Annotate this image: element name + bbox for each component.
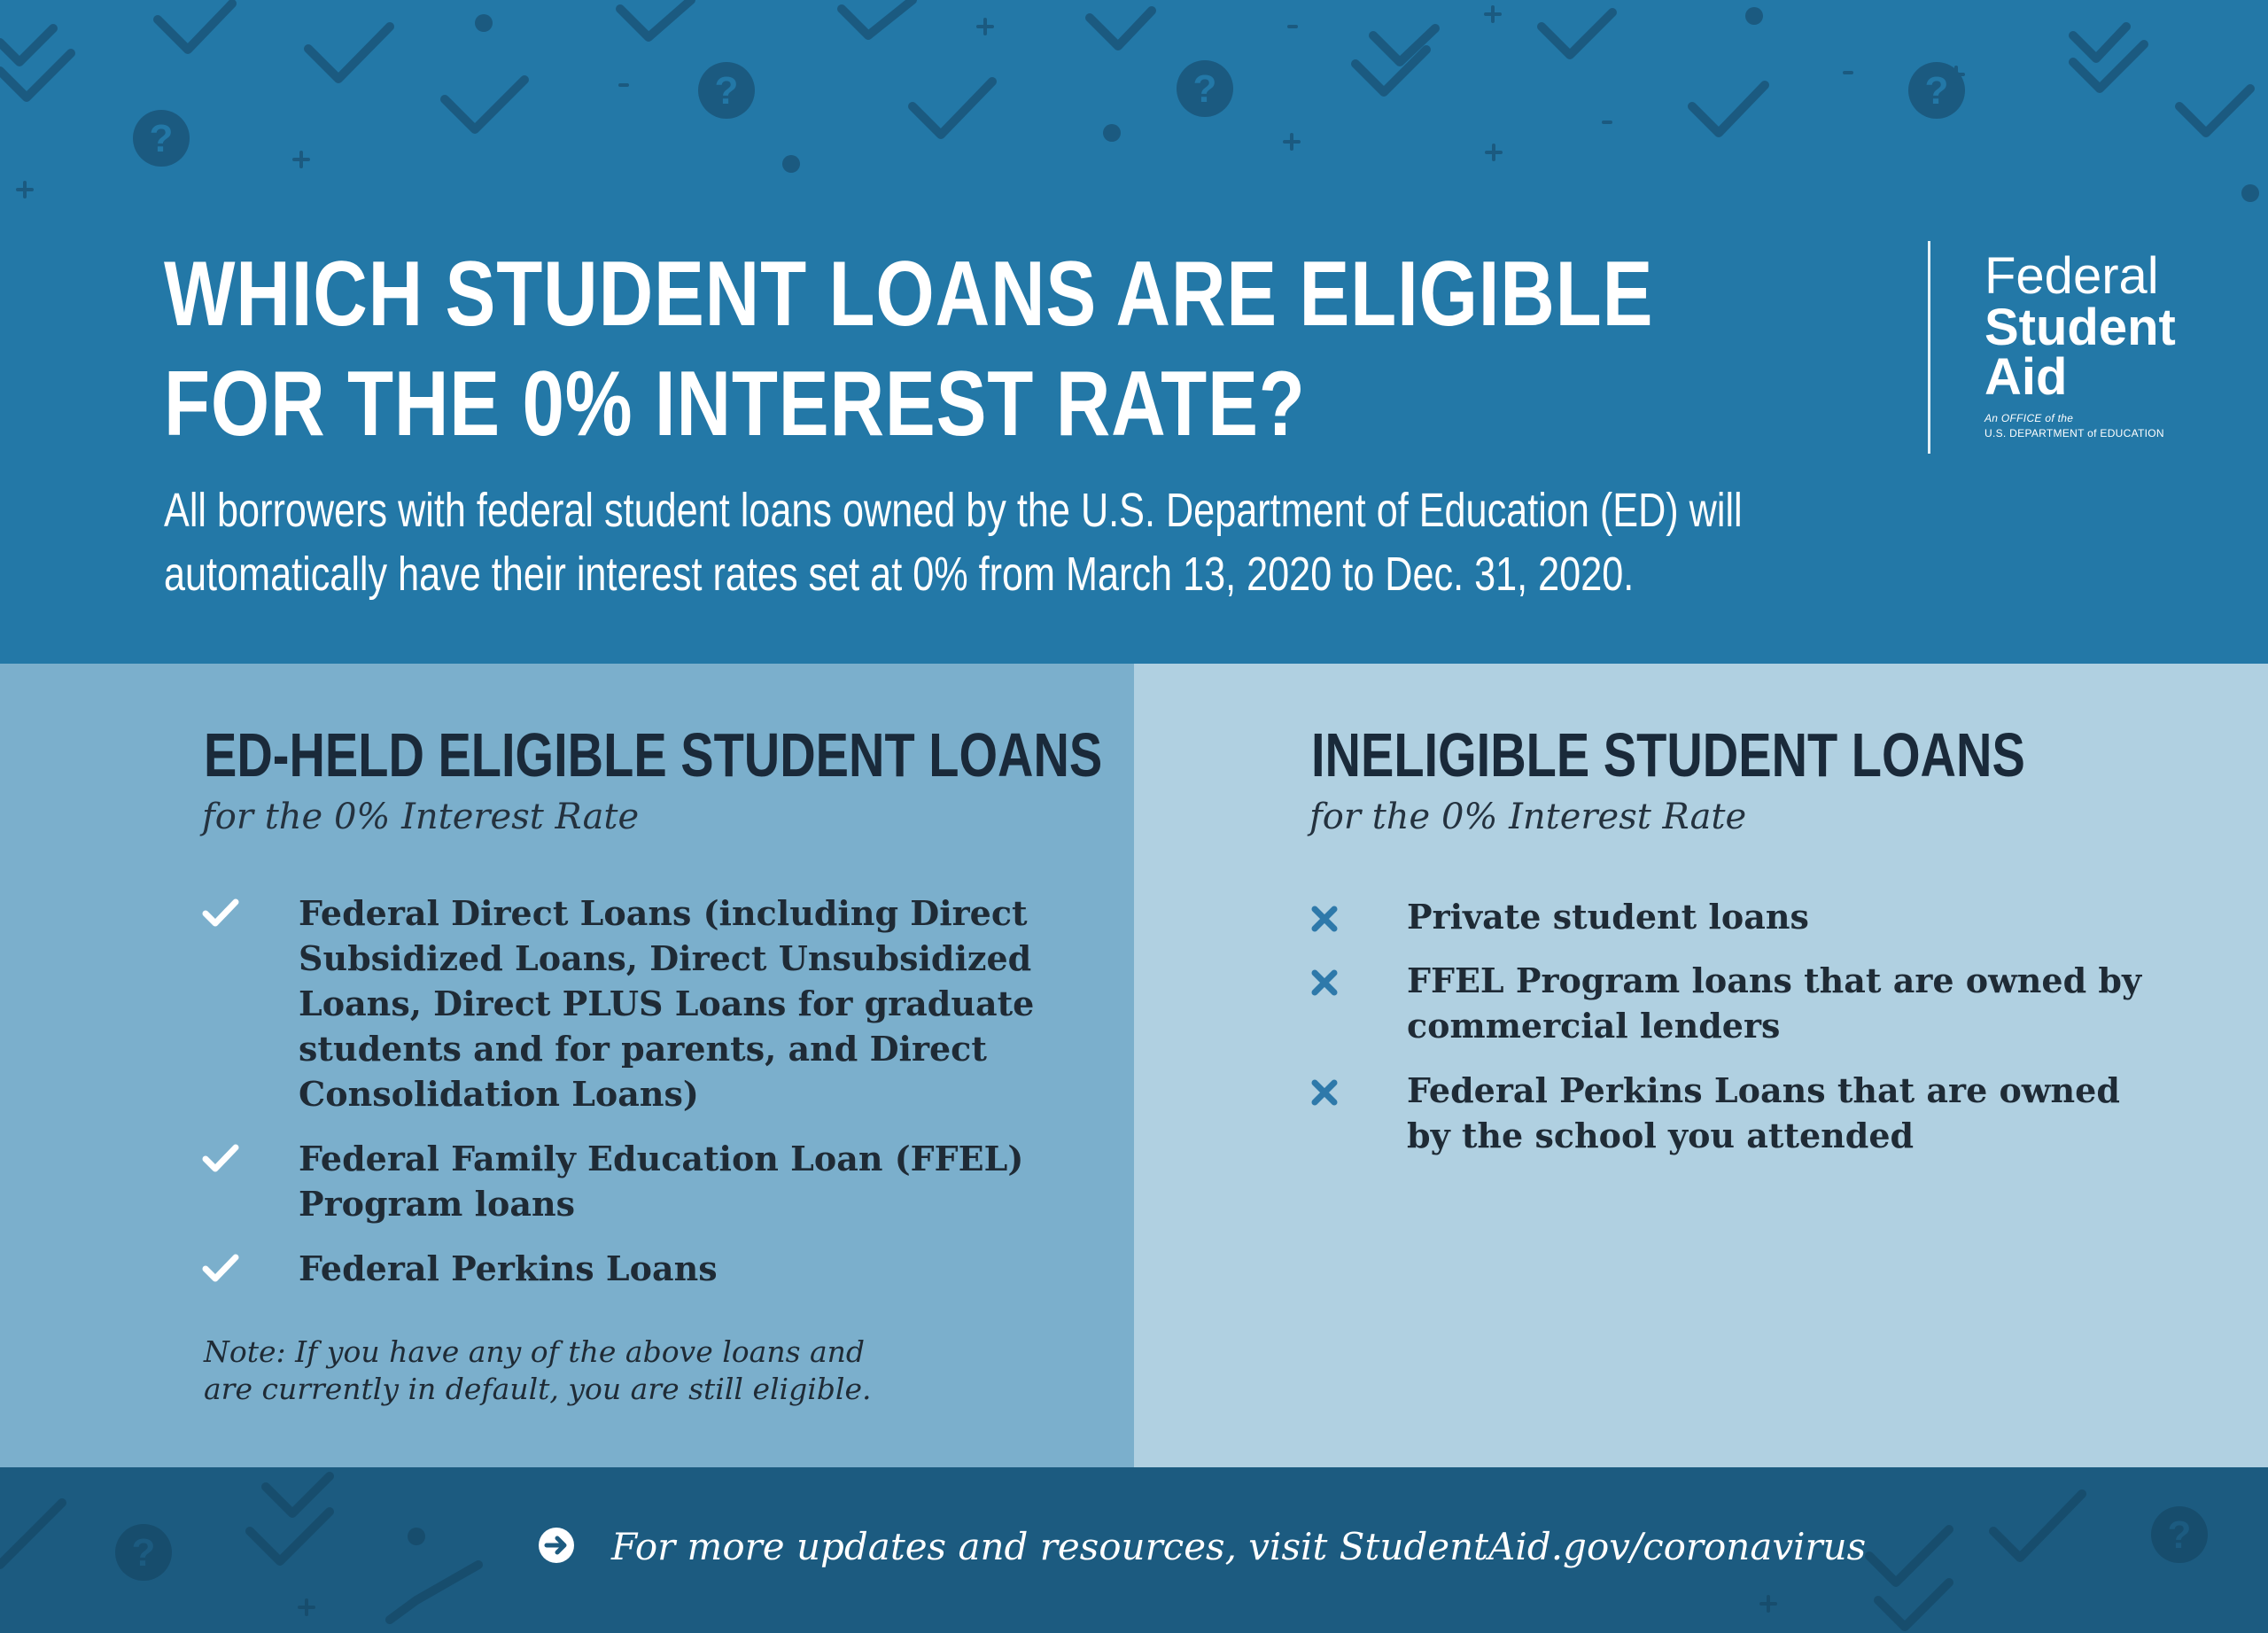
dot-decoration (782, 155, 800, 173)
ineligible-panel-title: INELIGIBLE STUDENT LOANS (1311, 720, 2025, 789)
check-icon (202, 1254, 239, 1288)
check-mark-decoration (250, 1512, 330, 1561)
dot-decoration (1103, 124, 1121, 142)
logo-tagline-2: U.S. DEPARTMENT of EDUCATION (1984, 427, 2164, 439)
item-line: Federal Perkins Loans that are owned (1407, 1070, 2120, 1110)
check-mark-decoration (842, 0, 913, 35)
title-line-1: WHICH STUDENT LOANS ARE ELIGIBLE (164, 243, 1654, 346)
dot-decoration (2241, 184, 2259, 202)
intro-line-2: automatically have their interest rates set at 0% from March 13, 2020 to Dec. 31, 2020. (164, 548, 1635, 601)
check-mark-decoration (445, 80, 524, 129)
item-line: Consolidation Loans) (299, 1074, 699, 1114)
svg-text:?: ? (714, 69, 739, 113)
svg-text:?: ? (149, 117, 174, 160)
header-banner (0, 0, 2268, 664)
title-line-2: FOR THE 0% INTEREST RATE? (164, 353, 1306, 455)
footer-resources-link[interactable]: For more updates and resources, visit StudentAid.gov/coronavirus (611, 1525, 1867, 1568)
item-line: Federal Family Education Loan (FFEL) (299, 1139, 1024, 1178)
item-line: commercial lenders (1407, 1006, 1781, 1046)
check-mark-decoration (2073, 27, 2126, 58)
check-mark-decoration (1373, 28, 1435, 62)
eligible-item-ffel-loans (299, 1136, 1023, 1226)
page-title (164, 239, 1653, 459)
item-line: Subsidized Loans, Direct Unsubsidized (299, 938, 1032, 978)
check-mark-decoration (1878, 1582, 1949, 1627)
eligible-item-perkins-loans (299, 1246, 718, 1291)
note-line-2: are currently in default, you are still eligible. (204, 1372, 872, 1406)
check-mark-decoration (1869, 1529, 1949, 1582)
item-line: by the school you attended (1407, 1116, 1915, 1155)
item-line: Program loans (299, 1184, 576, 1224)
intro-text (164, 478, 1743, 606)
ineligible-item-commercial-ffel (1407, 958, 2141, 1048)
item-line: Private student loans (1407, 897, 1809, 937)
x-icon (1309, 1077, 1340, 1112)
dot-decoration (475, 14, 493, 32)
check-mark-decoration (913, 82, 992, 135)
check-mark-decoration (1542, 12, 1612, 55)
ineligible-panel-subtitle: for the 0% Interest Rate (1309, 797, 1747, 837)
logo-word-federal: Federal (1984, 247, 2159, 305)
dot-decoration (408, 1528, 425, 1545)
check-mark-decoration (2179, 89, 2250, 133)
intro-line-1: All borrowers with federal student loans owned by the U.S. Department of Education (ED) will (164, 484, 1743, 537)
check-mark-decoration (390, 1565, 478, 1620)
svg-text:?: ? (2167, 1513, 2192, 1557)
svg-text:?: ? (1192, 67, 1217, 111)
check-mark-decoration (1993, 1494, 2082, 1558)
eligibility-note (204, 1334, 871, 1408)
dot-decoration (1745, 7, 1763, 25)
arrow-right-circle-icon (537, 1526, 576, 1569)
eligible-panel-title: ED-HELD ELIGIBLE STUDENT LOANS (204, 720, 1103, 789)
logo-tagline (1984, 411, 2176, 441)
item-line: Federal Direct Loans (including Direct (299, 893, 1028, 933)
check-mark-decoration (266, 1476, 330, 1513)
eligible-panel-subtitle: for the 0% Interest Rate (202, 797, 640, 837)
ineligible-item-school-perkins (1407, 1068, 2120, 1158)
check-mark-decoration (0, 28, 53, 62)
check-icon (202, 1144, 239, 1178)
svg-text:?: ? (131, 1531, 156, 1575)
logo-word-student: Student (1984, 299, 2176, 356)
x-icon (1309, 968, 1340, 1002)
check-mark-decoration (0, 1503, 62, 1565)
check-mark-decoration (1090, 11, 1152, 46)
check-mark-decoration (308, 27, 390, 79)
logo-divider (1928, 241, 1930, 454)
check-icon (202, 898, 239, 933)
eligible-item-direct-loans (299, 890, 1034, 1116)
item-line: Loans, Direct PLUS Loans for graduate (299, 984, 1035, 1023)
svg-text:?: ? (1924, 69, 1949, 113)
check-mark-decoration (620, 0, 691, 37)
federal-student-aid-logo (1984, 247, 2176, 441)
item-line: Federal Perkins Loans (299, 1248, 718, 1288)
footer-banner (0, 1467, 2268, 1633)
logo-tagline-1: An OFFICE of the (1984, 412, 2074, 424)
item-line: FFEL Program loans that are owned by (1407, 960, 2142, 1000)
check-mark-decoration (0, 53, 71, 97)
logo-word-aid: Aid (1984, 348, 2068, 406)
check-mark-decoration (158, 4, 232, 50)
ineligible-item-private-loans (1407, 894, 1809, 939)
item-line: students and for parents, and Direct (299, 1029, 987, 1069)
note-line-1: Note: If you have any of the above loans and (204, 1334, 866, 1369)
check-mark-decoration (1692, 85, 1765, 133)
x-icon (1309, 904, 1340, 938)
